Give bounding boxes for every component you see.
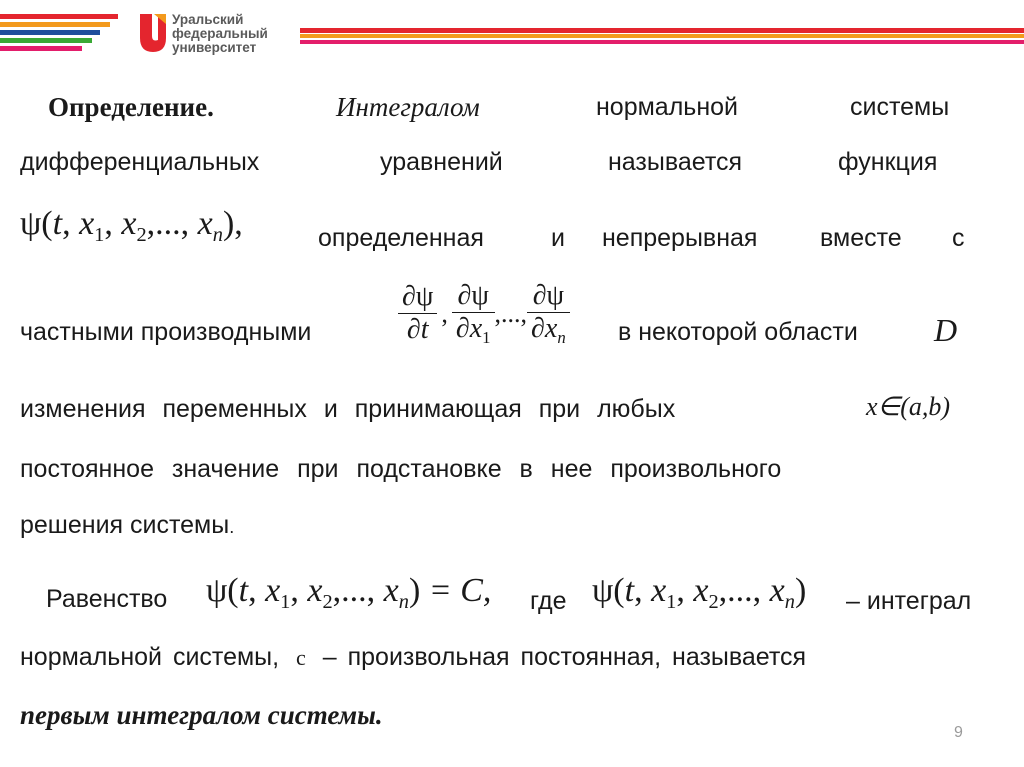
definition-l7: решения системы. [20, 511, 235, 539]
stripe-orange-right [300, 34, 1024, 38]
constant-c: c [296, 645, 306, 670]
stripe-red-right [300, 28, 1024, 33]
fraction-dpsi-dxn: $\frac{\partial\psi}{\partial x_n}$ [527, 280, 570, 348]
definition-l4a: частными производными [20, 318, 312, 346]
formula-first-integral: ψ(t, $x_1$, $x_2$,..., $x_n) = C$, [206, 572, 492, 614]
definition-word-system: системы [850, 93, 950, 121]
stripe-blue-left [0, 30, 100, 35]
definition-l2c: называется [608, 148, 743, 176]
equality-where: где [530, 587, 567, 615]
equality-label: Равенство [46, 585, 168, 613]
fraction-dpsi-dt: $\frac{\partial\psi}{\partial t}$ [398, 281, 437, 346]
definition-l3b: и [551, 224, 565, 252]
definition-l3a: определенная [318, 224, 484, 252]
definition-term: Интегралом [336, 92, 480, 122]
definition-l5: изменения переменных и принимающая при любых [20, 395, 676, 423]
region-D: D [934, 312, 958, 348]
university-name [172, 13, 268, 55]
definition-l6: постоянное значение при подстановке в нее произвольного [20, 455, 782, 483]
formula-psi-repeat: ψ(t, $x_1$, $x_2$,..., $x_n$) [592, 572, 807, 614]
definition-l2a: дифференциальных [20, 148, 260, 176]
university-name-line1: Уральский [172, 12, 244, 27]
stripe-pink-left [0, 46, 82, 51]
definition-label: Определение. [48, 92, 214, 122]
university-name-line2: федеральный [172, 26, 268, 41]
definition-l2d: функция [838, 148, 938, 176]
fraction-dpsi-dx1: $\frac{\partial\psi}{\partial x_1}$ [452, 280, 495, 348]
definition-l4b: в некоторой области [618, 318, 858, 346]
definition-l3d: вместе [820, 224, 902, 252]
definition-l2b: уравнений [380, 148, 503, 176]
equality-line2: нормальной системы, c – произвольная постоянная, называется [20, 643, 807, 671]
university-logo-icon [138, 12, 168, 56]
stripe-pink-right [300, 40, 1024, 44]
first-integral-term: первым интегралом системы. [20, 700, 383, 730]
stripe-green-left [0, 38, 92, 43]
page-number: 9 [954, 724, 963, 741]
formula-psi-function: ψ(t, $x_1$, $x_2$,..., $x_n$), [20, 205, 243, 247]
definition-l3e: с [952, 224, 965, 252]
formula-x-in-ab: x∈(a,b) [866, 392, 951, 421]
stripe-orange-left [0, 22, 110, 27]
definition-word-normal: нормальной [596, 93, 738, 121]
psi-symbol: ψ [20, 205, 42, 242]
partial-derivatives-formula: $\frac{\partial\psi}{\partial t}$ , $\frac{\partial\psi}{\partial x_1}$ ,..., $\frac{\partial\psi}{\partial x_n}$ [398, 280, 570, 348]
equality-dash-integral: – интеграл [846, 587, 972, 615]
university-name-line3: университет [172, 40, 257, 55]
definition-l3c: непрерывная [602, 224, 758, 252]
stripe-red-left [0, 14, 118, 19]
